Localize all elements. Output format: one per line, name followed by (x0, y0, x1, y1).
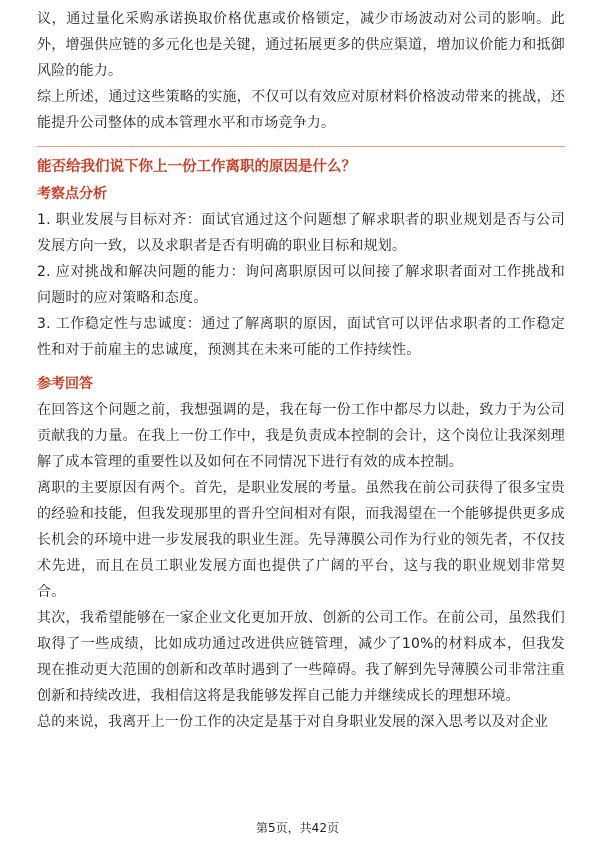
answer-paragraph: 离职的主要原因有两个。首先，是职业发展的考量。虽然我在前公司获得了很多宝贵的经验和技能，但我发现那里的晋升空间相对有限，而我渴望在一个能够提供更多成长机会的环境中进一步发展我的职业生涯。先导薄膜公司作为行业的领先者，不仅技术先进，而且在员工职业发展方面也提供了广阔的平台，这与我的职业规划非常契合。 (37, 480, 565, 600)
answer-paragraph: 在回答这个问题之前，我想强调的是，我在每一份工作中都尽力以赴，致力于为公司贡献我的力量。在我上一份工作中，我是负责成本控制的会计，这个岗位让我深刻理解了成本管理的重要性以及如何在不同情况下进行有效的成本控制。 (37, 402, 565, 470)
question-heading: 能否给我们说下你上一份工作离职的原因是什么？ (37, 159, 356, 175)
answer-heading: 参考回答 (37, 376, 93, 392)
answer-paragraph: 其次，我希望能够在一家企业文化更加开放、创新的公司工作。在前公司，虽然我们取得了一些成绩，比如成功通过改进供应链管理，减少了10%的材料成本，但我发现在推动更大范围的创新和改革时遇到了一些障碍。我了解到先导薄膜公司非常注重创新和持续改进，我相信这将是我能够发挥自己能力并继续成长的理想环境。 (37, 610, 565, 704)
intro-paragraph: 综上所述，通过这些策略的实施，不仅可以有效应对原材料价格波动带来的挑战，还能提升公司整体的成本管理水平和市场竞争力。 (37, 89, 565, 131)
page-content (37, 6, 565, 735)
analysis-item: 3. 工作稳定性与忠诚度：通过了解离职的原因，面试官可以评估求职者的工作稳定性和对于前雇主的忠诚度，预测其在未来可能的工作持续性。 (37, 316, 565, 358)
analysis-item: 1. 职业发展与目标对齐：面试官通过这个问题想了解求职者的职业规划是否与公司发展方向一致，以及求职者是否有明确的职业目标和规划。 (37, 212, 565, 254)
intro-paragraph: 议，通过量化采购承诺换取价格优惠或价格锁定，减少市场波动对公司的影响。此外，增强供应链的多元化也是关键，通过拓展更多的供应渠道，增加议价能力和抵御风险的能力。 (37, 11, 565, 79)
section-divider (37, 146, 565, 147)
analysis-heading: 考察点分析 (37, 186, 107, 202)
analysis-item: 2. 应对挑战和解决问题的能力：询问离职原因可以间接了解求职者面对工作挑战和问题时的应对策略和态度。 (37, 264, 565, 306)
answer-paragraph: 总的来说，我离开上一份工作的决定是基于对自身职业发展的深入思考以及对企业 (37, 714, 549, 730)
page-number-footer: 第5页，共42页 (256, 821, 339, 835)
